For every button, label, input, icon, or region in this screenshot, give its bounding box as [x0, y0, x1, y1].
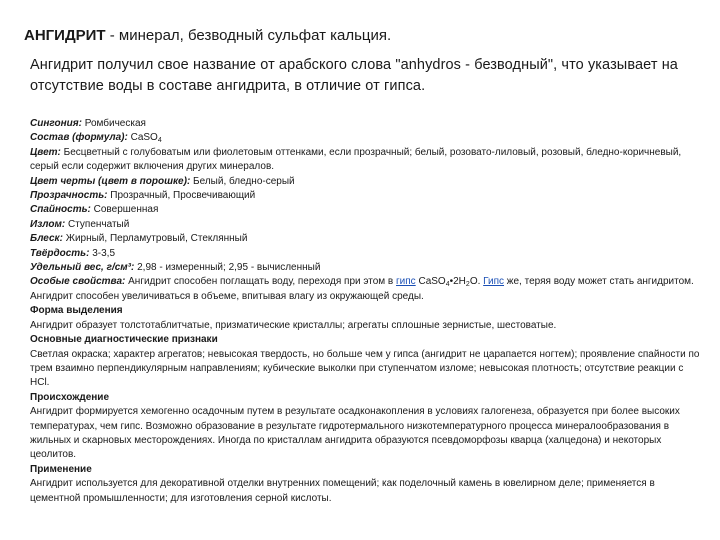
prop-label: Прозрачность: — [30, 190, 108, 202]
section-habit-text: Ангидрит образует толстотаблитчатые, призматические кристаллы; агрегаты сплошные зернистые, шестоватые. — [30, 319, 557, 331]
section-diagnostic-heading: Основные диагностические признаки — [30, 334, 218, 346]
prop-value: Ангидрит способен поглащать воду, переходя при этом в — [125, 276, 397, 288]
prop-label: Твёрдость: — [30, 247, 90, 259]
prop-label: Особые свойства: — [30, 276, 126, 288]
formula-text: CaSO — [415, 276, 446, 288]
section-use-heading: Применение — [30, 463, 92, 475]
formula-subscript: 4 — [157, 137, 162, 145]
section-use-text: Ангидрит используется для декоративной отделки внутренних помещений; как поделочный камень в ювелирном деле; применяется в цементной промышленности; для изготовления серной кислоты. — [30, 478, 655, 504]
prop-label: Цвет черты (цвет в порошке): — [30, 175, 191, 187]
title-term: АНГИДРИТ — [24, 27, 106, 44]
prop-value: Белый, бледно-серый — [190, 175, 295, 187]
formula-text: O. — [469, 276, 484, 288]
section-origin-text: Ангидрит формируется хемогенно осадочным путем в результате осадконакопления в условиях галогенеза, образуется при более высоких температурах, чем гипс. Возможно образование в результате гидротермального низкотемпературного процесса минералообразования в жильных и скарновых месторождениях. Иногда по кристаллам ангидрита образуются псевдоморфозы кварца (халцедона) и некоторых цеолитов. — [30, 406, 680, 461]
title-rest: - минерал, безводный сульфат кальция. — [105, 27, 392, 44]
prop-value: Ромбическая — [81, 118, 146, 129]
properties-block — [30, 117, 702, 506]
section-origin-heading: Происхождение — [30, 391, 110, 403]
prop-label: Излом: — [30, 218, 66, 230]
prop-label: Спайность: — [30, 204, 91, 216]
prop-label: Сингония: — [30, 118, 82, 129]
prop-value: 3-3,5 — [89, 247, 116, 259]
prop-formula — [30, 131, 702, 145]
prop-value: Совершенная — [90, 204, 159, 216]
prop-label: Цвет: — [30, 146, 61, 158]
page-title — [24, 27, 704, 45]
prop-value: же, теряя воду может стать ангидритом. Ангидрит способен увеличиваться в объеме, впитывая влагу из окружающей среды. — [30, 276, 694, 302]
prop-gravity — [30, 261, 702, 275]
gypsum-link[interactable]: гипс — [396, 276, 416, 288]
prop-label: Состав (формула): — [30, 132, 128, 144]
prop-special — [30, 275, 702, 304]
prop-value: Бесцветный с голубоватым или фиолетовым оттенками, если прозрачный; белый, розовато-лиловый, розовый, бледно-коричневый, серый если содержит включения других минералов. — [30, 146, 682, 173]
prop-value: Жирный, Перламутровый, Стеклянный — [62, 233, 248, 245]
section-habit-heading: Форма выделения — [30, 305, 123, 317]
formula-text: •2H — [449, 276, 466, 288]
prop-value: Ступенчатый — [65, 218, 130, 230]
section-diagnostic-text: Светлая окраска; характер агрегатов; невысокая твердость, но больше чем у гипса (ангидрит не царапается ногтем); проявление спайности по трем взаимно перпендикулярным направлениям; кубические выколки при ступенчатом изломе; невысокая плотность; отсутствие реакции с HCl. — [30, 348, 700, 389]
prop-label: Блеск: — [30, 233, 63, 245]
gypsum-link-2[interactable]: Гипс — [483, 276, 505, 288]
formula-subscript: 2 — [465, 281, 470, 289]
prop-fracture — [30, 218, 702, 232]
prop-streak — [30, 175, 702, 189]
prop-cleavage — [30, 203, 702, 217]
prop-value: Прозрачный, Просвечивающий — [107, 190, 256, 202]
formula-subscript: 4 — [445, 281, 450, 289]
prop-color — [30, 146, 702, 175]
prop-value: 2,98 - измеренный; 2,95 - вычисленный — [134, 262, 321, 274]
prop-hardness — [30, 247, 702, 261]
prop-transparency — [30, 189, 702, 203]
prop-syngony — [30, 117, 702, 131]
intro-paragraph: Ангидрит получил свое название от арабского слова "anhydros - безводный", что указывает на отсутствие воды в составе ангидрита, в отличие от гипса. — [30, 57, 678, 94]
prop-value: CaSO — [127, 132, 158, 144]
prop-lustre — [30, 232, 702, 246]
prop-label: Удельный вес, г/см³: — [30, 262, 135, 274]
